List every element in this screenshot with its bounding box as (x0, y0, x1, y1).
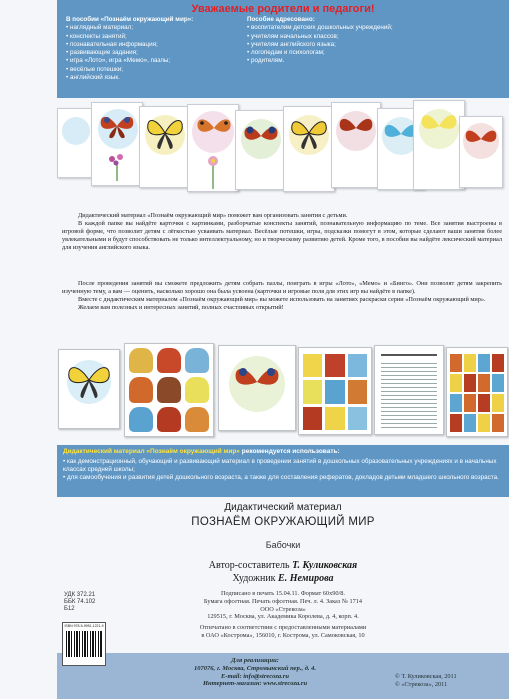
butterfly-card (58, 349, 120, 429)
brimstone-butterfly-icon (418, 109, 460, 143)
intro-text (62, 212, 502, 252)
list-item: • для самообучения и развития детей дошкольного возраста, а также для составления рефератов, докладов детьми младшего школьного возраста. (63, 474, 503, 482)
book-subtitle: Дидактический материал (224, 502, 342, 513)
butterfly-card (459, 116, 503, 188)
butterfly-card (283, 106, 335, 192)
list-item: • учителям начальных классов; (247, 33, 447, 41)
recommend-title: Дидактический материал «Познаём окружающий мир» рекомендуется использовать: (63, 448, 340, 455)
audience-title: Пособие адресовано: (247, 16, 315, 23)
butterfly-card (139, 106, 191, 188)
butterfly-card (57, 108, 95, 178)
shop-link[interactable]: Интернет-магазин: www.strecoza.ru (202, 680, 308, 688)
peacock-butterfly-icon (241, 121, 281, 151)
recommend-list (63, 458, 503, 482)
list-item: • родителям. (247, 57, 447, 65)
lotto-sheet (124, 343, 214, 437)
list-item: • конспекты занятий; (66, 33, 241, 41)
book-title: ПОЗНАЁМ ОКРУЖАЮЩИЙ МИР (191, 516, 375, 528)
butterfly-card (187, 104, 239, 192)
list-item: • учителям английского языка; (247, 41, 447, 49)
author-line: Автор-составитель Т. Куликовская (208, 560, 358, 571)
swallowtail-butterfly-icon (288, 115, 330, 151)
distribution-info: Для реализации: 107076, г. Москва, Стромынский пер., д. 4. E-mail: info@strecoza.ru Интернет-магазин: www.strecoza.ru (150, 657, 360, 688)
peacock-butterfly-icon (337, 113, 375, 143)
butterfly-card (91, 102, 143, 186)
games-text (62, 280, 502, 312)
butterfly-card (413, 100, 465, 190)
illustrator-line: Художник Е. Немирова (232, 573, 334, 584)
swallowtail-butterfly-icon (144, 113, 186, 153)
peacock-butterfly-icon (231, 360, 283, 404)
puzzle-sheet (218, 345, 296, 431)
butterfly-card-strip (57, 100, 509, 196)
tortoiseshell-butterfly-icon (194, 113, 234, 143)
butterfly-card (235, 110, 287, 190)
flower-icon (100, 151, 134, 181)
list-item: • воспитателям детских дошкольных учреждений; (247, 24, 447, 32)
butterfly-card (331, 102, 381, 188)
paragraph: Дидактический материал «Познаём окружающий мир» поможет вам организовать занятия с детьми. (78, 212, 348, 219)
list-item: • весёлые потешки; (66, 66, 241, 74)
paragraph: В каждой папке вы найдёте карточки с картинками, разборчатые конспекты занятий, познавательную информацию по теме. Все занятия выстроены в игровой форме, что позволит детям с лёгкостью усваивать материал. Весёлые потешки, игры, подсказки помогут в этом, которые сделают ваши занятия более увлекательными и будут способствовать не только интеллектуальному, но и творческому развитию детей. Кроме того, в пособии вы найдёте лексический материал для изучения английского языка. (62, 219, 502, 251)
contents-title: В пособии «Познаём окружающий мир»: (66, 16, 194, 23)
flower-icon (198, 153, 228, 189)
email-link[interactable]: E-mail: info@strecoza.ru (221, 672, 289, 680)
paragraph: Желаем вам полезных и интересных занятий, полных счастливых открытий! (78, 303, 284, 311)
barcode: ISBN 978-5-9951-1221-9 (62, 622, 106, 666)
memo-sheet (298, 347, 372, 435)
contents-list (66, 16, 241, 82)
paragraph: После проведения занятий вы сможете предложить детям собрать пазлы, поиграть в игры «Лото», «Мемо» и «Бинго». Они позволят детям закрепить изученную тему, а вам — оценить, насколько хорошо она была усвоена (карточки и игровые поля для этих игр вы найдёте в папке). (62, 280, 502, 295)
peacock-butterfly-icon (463, 125, 499, 153)
list-item: • наглядный материал; (66, 24, 241, 32)
imprint: Подписано в печать 15.04.11. Формат 60x90/8. Бумага офсетная. Печать офсетная. Печ. л. 4. Заказ № 1714 ООО «Стрекоза» 129515, г. Москва, ул. Академика Королева, д. 4, корп. 4. Отпечатано в соответствии с предоставленными материалами в ОАО «Кострома», 156010, г. Кострома, ул. Самоковская, 10 (199, 590, 367, 639)
list-item: • английский язык. (66, 74, 241, 82)
list-item: • развивающие задания; (66, 49, 241, 57)
list-item: • как демонстрационный, обучающий и развивающий материал в проведении занятий в дошкольных образовательных учреждениях и в начальных классах средней школы; (63, 458, 503, 474)
list-item: • познавательная информация; (66, 41, 241, 49)
lesson-notes-sheet (374, 345, 444, 435)
peacock-butterfly-icon (98, 111, 136, 141)
swallowtail-butterfly-icon (65, 360, 113, 400)
paragraph: Вместе с дидактическим материалом «Познаём окружающий мир» вы можете использовать на занятиях раскраски серии «Познаём окружающий мир». (78, 295, 486, 303)
list-item: • логопедам и психологам; (247, 49, 447, 57)
book-series: Бабочки (265, 540, 301, 550)
audience-list (247, 16, 447, 66)
header-title: Уважаемые родители и педагоги! (191, 3, 375, 15)
classification-codes: УДК 372.21 ББК 74.102 Б12 (64, 592, 96, 612)
copyright: © Т. Куликовская, 2011 © «Стрекоза», 2011 (395, 673, 457, 688)
materials-collage (58, 343, 509, 443)
bingo-sheet (446, 347, 508, 437)
list-item: • игра «Лото», игра «Мемо», пазлы; (66, 57, 241, 65)
